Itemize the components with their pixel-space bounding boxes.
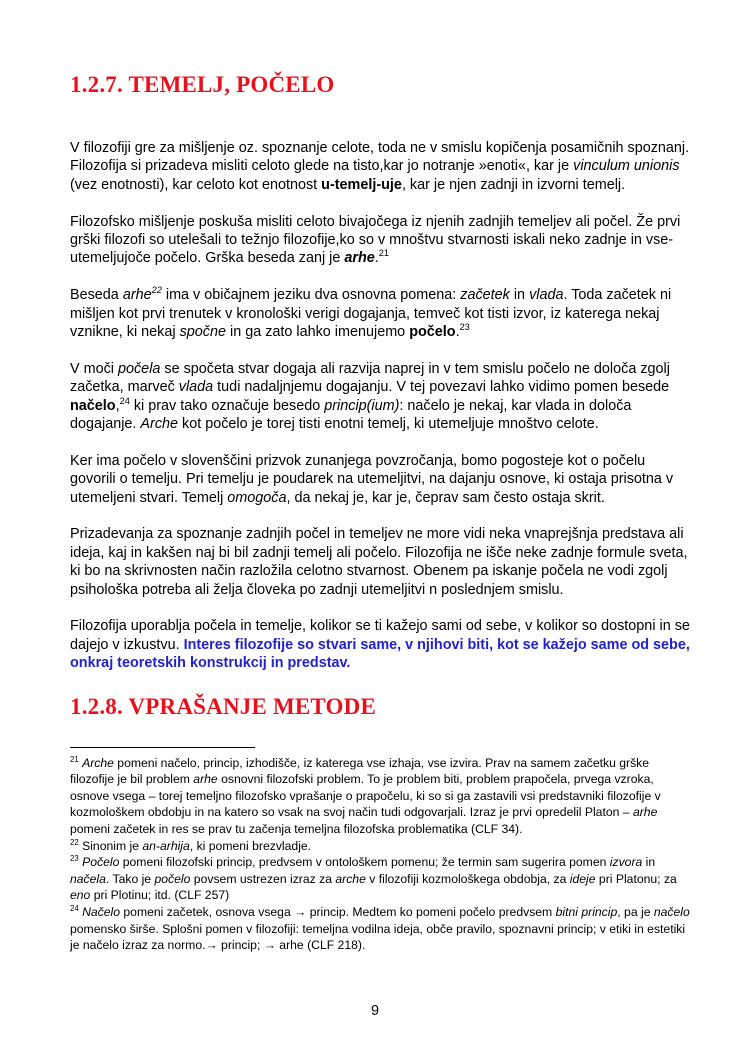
paragraph-7-with-blue-emphasis: Filozofija uporablja počela in temelje, kolikor se ti kažejo sami od sebe, v kolikor so dostopni in se dajejo v izkustvu. Interes filozofije so stvari same, v njihovi biti, kot se kažejo same od sebe, onkraj teoretskih konstrukcij in predstav. (70, 618, 690, 672)
paragraph-5: Ker ima počelo v slovenščini prizvok zunanjega povzročanja, bomo pogosteje kot o počelu govorili o temelju. Pri temelju je poudarek na utemeljitvi, na dajanju osnove, ki ostaja prisotna v utemeljeni stvari. Temelj omogoča, da nekaj je, kar je, čeprav sam često ostaja skrit. (70, 452, 674, 506)
body-text (70, 139, 690, 673)
paragraph-4: V moči počela se spočeta stvar dogaja ali razvija naprej in v tem smislu počelo ne določa zgolj začetka, marveč vlada tudi nadaljnjemu dogajanju. V tej povezavi lahko vidimo pomen besede načelo,$^{24}$ ki prav tako označuje besedo princip(ium): načelo je nekaj, kar vlada in določa dogajanje. Arche kot počelo je torej tisti enotni temelj, ki utemeljuje mnoštvo celote. (70, 360, 670, 433)
paragraph-1: V filozofiji gre za mišljenje oz. spoznanje celote, toda ne v smislu kopičenja posamičnih spoznanj. Filozofija si prizadeva misliti celoto glede na tisto,kar jo notranje »enoti«, kar je vinculum unionis (vez enotnosti), kar celoto kot enotnost u-temelj-uje, kar je njen zadnji in izvorni temelj. (70, 140, 690, 193)
footnote-21: $^{21}$ Arche pomeni načelo, princip, izhodišče, iz katerega vse izhaja, vse izvira. Prav na samem začetku grške filozofije je bil problem arhe osnovni filozofski problem. To je problem biti, problem prapočela, prvega vzroka, osnove vsega – torej temeljno filozofsko vprašanje o prapočelu, ki so si ga zastavili vsi predstavniki filozofije v kozmološkem obdobju in na katero so vsak na svoj način tudi odgovarjali. Izraz je prvi opredelil Platon – arhe pomeni začetek in res se prav tu začenja temeljna filozofska problematika (CLF 34). (70, 754, 661, 837)
paragraph-6: Prizadevanja za spoznanje zadnjih počel in temeljev ne more vidi neka vnaprejšnja predstava ali ideja, kaj in kakšen naj bi bil zadnji temelj ali počelo. Filozofija ne išče neke zadnje formule sveta, ki bo na skrivnosten način razložila celotno stvarnost. Obenem pa iskanje počela ne vodi zgolj psihološka potreba ali želja človeka po zadnji utemeljitvi n poslednjem smislu. (70, 526, 688, 598)
footnote-22: $^{22}$ Sinonim je an-arhija, ki pomeni brezvladje. (70, 837, 312, 853)
paragraph-2: Filozofsko mišljenje poskuša misliti celoto bivajočega iz njenih zadnjih temeljev ali počel. Že prvi grški filozofi so utelešali to težnjo filozofije,ko so v mnoštvu stvarnosti iskali neko zadnje in vse-utemeljujoče počelo. Grška beseda zanj je arhe.$^{21}$ (70, 213, 681, 267)
paragraph-3: Beseda arhe$^{22}$ ima v običajnem jeziku dva osnovna pomena: začetek in vlada. Toda začetek ni mišljen kot prvi trenutek v kronološki verigi dogajanja, temveč kot tisti izvor, iz katerega nekaj vznikne, ki nekaj spočne in ga zato lahko imenujemo počelo.$^{23}$ (70, 285, 672, 341)
section-heading-temelj-pocelo: 1.2.7. TEMELJ, POČELO (70, 72, 335, 97)
footnote-24: $^{24}$ Načelo pomeni začetek, osnova vsega → princip. Medtem ko pomeni počelo predvsem bitni princip, pa je načelo pomensko širše. Splošni pomen v filozofiji: temeljna vodilna ideja, obče pravilo, spoznavni princip; v etiki in estetiki je načelo izraz za normo.→ princip; → arhe (CLF 218). (70, 903, 690, 953)
footnote-23: $^{23}$ Počelo pomeni filozofski princip, predvsem v ontološkem pomenu; že termin sam sugerira pomen izvora in načela. Tako je počelo povsem ustrezen izraz za arche v filozofiji kozmološkega obdobja, za ideje pri Platonu; za eno pri Plotinu; itd. (CLF 257) (70, 854, 677, 903)
page-number: 9 (370, 1003, 380, 1019)
section-heading-vprasanje-metode: 1.2.8. VPRAŠANJE METODE (70, 693, 376, 719)
footnotes-section (70, 747, 690, 954)
footnote-separator-rule (70, 747, 255, 748)
